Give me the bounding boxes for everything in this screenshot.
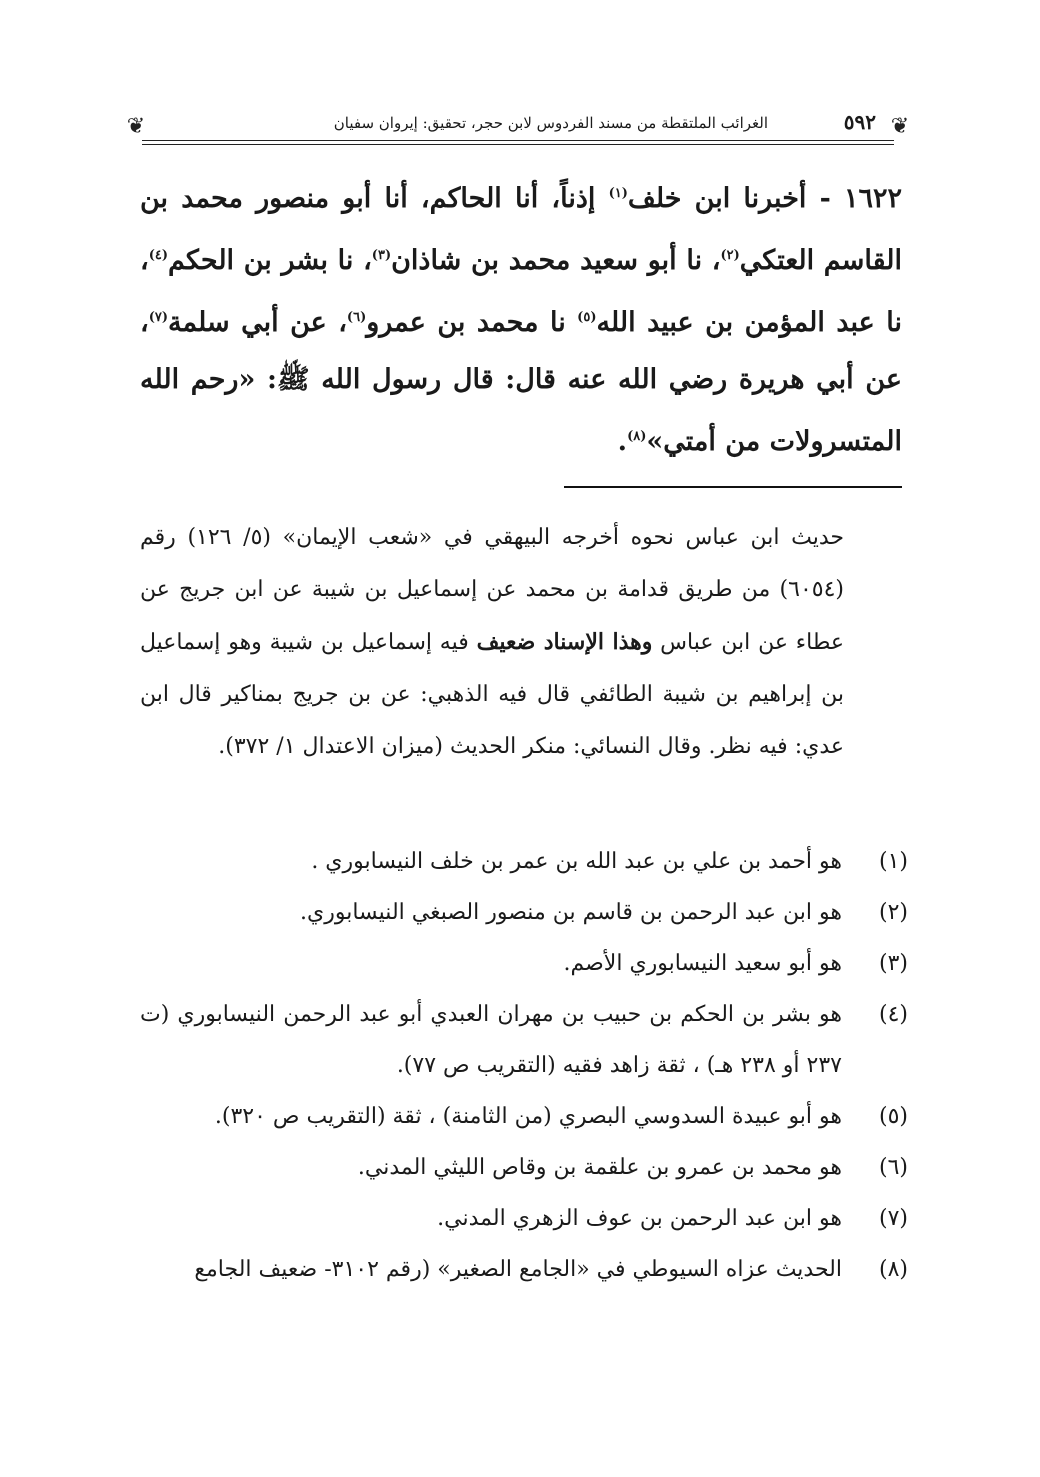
- continuation-segment: فيه إسماعيل بن شيبة وهو إسماعيل بن إبراهيم بن شيبة الطائفي قال فيه الذهبي: عن بن جريج بمناكير قال ابن عدي: فيه نظر. وقال النسائي: منكر الحديث (ميزان الاعتدال ١/ ٣٧٢).: [140, 630, 844, 759]
- footnote-item: [140, 1091, 908, 1142]
- footnote-item: [140, 989, 908, 1091]
- footnote-ref[interactable]: (٦): [346, 310, 367, 325]
- hadith-segment: ، عن أبي هريرة رضي الله عنه قال: قال رسول الله ﷺ: «رحم الله المتسرولات من أمتي»: [140, 307, 902, 457]
- page-number: ٥٩٢: [843, 110, 876, 134]
- hadith-segment: ، عن أبي سلمة: [168, 307, 347, 338]
- footnote-ref[interactable]: (٤): [148, 248, 169, 263]
- footnote-ref[interactable]: (٢): [720, 248, 740, 263]
- hadith-text: [140, 165, 902, 470]
- footnote-item: [140, 1142, 908, 1193]
- ornament-right-icon: ❦: [890, 114, 910, 139]
- footnote-number: (٤): [878, 1002, 908, 1027]
- footnote-number: (٨): [878, 1257, 908, 1282]
- footnote-number: (٥): [878, 1104, 908, 1129]
- footnote-ref[interactable]: (١): [608, 186, 628, 201]
- footnote-item: [140, 887, 908, 938]
- hadith-segment: ، نا أبو سعيد محمد بن شاذان: [391, 245, 721, 276]
- hadith-segment: نا محمد بن عمرو: [366, 307, 578, 338]
- footnote-ref[interactable]: (٧): [148, 310, 169, 325]
- footnote-item: [140, 1193, 908, 1244]
- ornament-left-icon: ❦: [126, 114, 146, 139]
- footnote-separator: [564, 486, 902, 488]
- footnote-number: (١): [878, 849, 908, 874]
- footnote-number: (٢): [878, 900, 908, 925]
- page-header: [128, 106, 908, 150]
- footnote-text: هو محمد بن عمرو بن علقمة بن وقاص الليثي المدني.: [357, 1155, 842, 1180]
- header-rule: [142, 140, 894, 141]
- footnote-number: (٣): [878, 951, 908, 976]
- footnote-text: هو أبو عبيدة السدوسي البصري (من الثامنة) ، ثقة (التقريب ص ٣٢٠).: [214, 1104, 842, 1129]
- hadith-segment: .: [617, 426, 628, 457]
- header-rule-double: [142, 144, 894, 145]
- footnote-item: [140, 1244, 908, 1295]
- hadith-number: ١٦٢٢: [843, 183, 902, 214]
- footnote-ref[interactable]: (٥): [577, 310, 597, 325]
- footnote-item: [140, 938, 908, 989]
- footnote-item: [140, 836, 908, 887]
- footnote-continuation: [140, 512, 844, 773]
- footnotes-list: [140, 836, 908, 1295]
- footnote-text: هو أبو سعيد النيسابوري الأصم.: [563, 951, 842, 976]
- hadith-segment: ، نا عبد المؤمن بن عبيد الله: [140, 245, 902, 338]
- footnote-number: (٦): [878, 1155, 908, 1180]
- footnote-text: هو ابن عبد الرحمن بن عوف الزهري المدني.: [437, 1206, 842, 1231]
- continuation-segment: حديث ابن عباس نحوه أخرجه البيهقي في «شعب الإيمان» (٥/ ١٢٦) رقم (٦٠٥٤) من طريق قدامة بن محمد عن إسماعيل بن شيبة عن ابن جريج عن عطاء عن ابن عباس: [140, 525, 845, 655]
- footnote-text: الحديث عزاه السيوطي في «الجامع الصغير» (رقم ٣١٠٢- ضعيف الجامع: [194, 1257, 842, 1282]
- footnote-text: هو ابن عبد الرحمن بن قاسم بن منصور الصبغي النيسابوري.: [300, 900, 842, 925]
- footnote-ref[interactable]: (٣): [371, 248, 392, 263]
- continuation-bold: وهذا الإسناد ضعيف: [476, 629, 653, 655]
- hadith-segment: - أخبرنا ابن خلف: [627, 183, 831, 214]
- running-title: الغرائب الملتقطة من مسند الفردوس لابن حجر، تحقيق: إيروان سفيان: [333, 114, 768, 132]
- footnote-text: هو أحمد بن علي بن عبد الله بن عمر بن خلف النيسابوري .: [311, 849, 842, 874]
- footnote-number: (٧): [878, 1206, 908, 1231]
- hadith-segment: ، نا بشر بن الحكم: [168, 245, 372, 276]
- footnote-ref[interactable]: (٨): [627, 429, 647, 444]
- footnote-text: هو بشر بن الحكم بن حبيب بن مهران العبدي أبو عبد الرحمن النيسابوري (ت ٢٣٧ أو ٢٣٨ هـ) ، ثقة زاهد فقيه (التقريب ص ٧٧).: [140, 1002, 842, 1078]
- hadith-segment: إذناً، أنا الحاكم، أنا أبو منصور محمد بن القاسم العتكي: [140, 183, 902, 276]
